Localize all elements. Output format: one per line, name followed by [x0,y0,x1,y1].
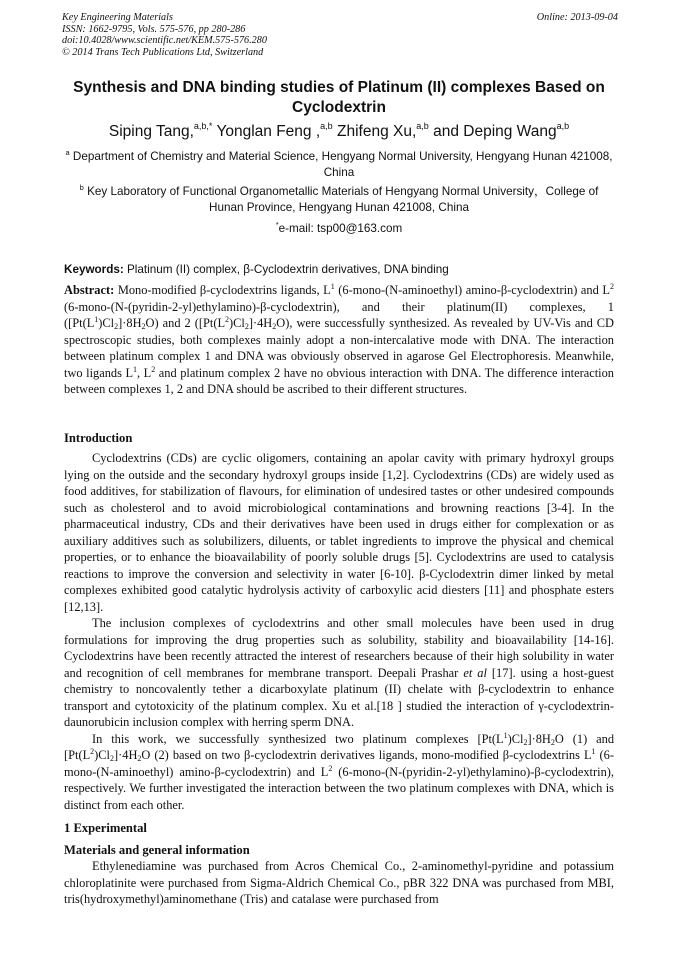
affiliation-text: Department of Chemistry and Material Science, Hengyang Normal University, Hengyang Hunan 421008, China [72,150,613,179]
affiliation-mark: b [79,183,84,192]
abstract [64,282,614,398]
abstract-text: O), were successfully synthesized. As revealed by UV-Vis and CD spectroscopic studies, both complexes mainly adopt a non-intercalative mode with DNA. The interaction between platinum complex 1 and DNA was obviously observed in agarose Gel Electrophoresis. Meanwhile, two ligands L [64,316,614,380]
abstract-text: Mono-modified β-cyclodextrins ligands, L [117,283,331,297]
issn-line: ISSN: 1662-9795, Vols. 575-576, pp 280-286 [62,23,246,35]
section-heading-introduction: Introduction [64,431,133,445]
abstract-text: ]·8H [118,316,142,330]
abstract-text: )Cl [229,316,245,330]
subscript: 2 [272,322,277,331]
paragraph-text: In this work, we successfully synthesized two platinum complexes [Pt(L [92,731,504,746]
abstract-text: O) and 2 ([Pt(L [145,316,226,330]
paragraph-text: ]·8H [527,731,551,746]
keywords [64,262,614,277]
author-name: and Deping Wang [433,123,557,140]
superscript: 2 [90,747,95,756]
paragraph [64,615,614,731]
subscript: 2 [114,322,119,331]
author-affil-mark: a,b [416,121,429,131]
paragraph-text: )Cl [94,748,110,762]
author-list [20,122,658,142]
superscript: 2 [609,282,614,291]
paragraph-text: [17]. using a host-guest chemistry to noncovalently tether a dicarboxylate platinum (II) chelate with β-cyclodextrin to enhance transport and cytotoxicity of the platinum complex. Xu et al.[18 ] studied the interaction of γ-cyclodextrin-daunorubicin inclusion complex with herring sperm DNA. [64,665,614,729]
paragraph-text: (6-mono-(N-(pyridin-2-yl)ethylamino)-β-cyclodextrin), respectively. We further investigated the interaction between the two platinum complexes with DNA, which is distinct from each other. [64,764,614,812]
author-affil-mark: a,b [320,121,333,131]
abstract-text: (6-mono-(N-(pyridin-2-yl)ethylamino)-β-cyclodextrin), and their platinum(II) complexes, 1 ([Pt(L [64,299,614,330]
paragraph-text: O (1) and [Pt(L [64,731,615,762]
subscript: 2 [244,322,249,331]
superscript: 1 [330,282,335,291]
superscript: 1 [591,747,596,756]
affiliation-b [64,184,614,215]
email-link[interactable]: e-mail: tsp00@163.com [278,222,403,235]
abstract-text: ]·4H [248,316,273,330]
journal-header [62,12,618,58]
subscript: 2 [110,754,114,763]
copyright-line: © 2014 Trans Tech Publications Ltd, Switzerland [62,46,264,58]
affiliation-a [64,149,614,180]
paragraph [64,731,614,814]
paragraph-text: ]·4H [114,748,138,762]
subscript: 2 [523,737,528,747]
keywords-label: Keywords: [64,263,124,276]
paragraph-text: et al [463,665,487,680]
online-date: Online: 2013-09-04 [536,12,618,23]
abstract-text: , L [137,365,152,380]
paragraph: Cyclodextrins (CDs) are cyclic oligomers, containing an apolar cavity with primary hydroxyl groups lying on the outside and the secondary hydroxyl groups inside [1,2]. Cyclodextrins (CDs) are widely used as food additives, for stabilization of flavours, for elimination of undesired tastes or other undesired compounds such as cholesterol and to avoid microbiological contaminations and browning reactions [3-4]. In the pharmaceutical industry, CDs and their derivatives have been used in drugs either for complexation or as auxiliary additives such as solubilizers, diluents, or tablet ingredients to improve the physical and chemical properties, or to enhance the bioavailability of poorly soluble drugs [5]. Cyclodextrins are used to catalysis reactions to improve the conversion and selectivity in water [6-10]. β-Cyclodextrin dimer linked by metal complexes exhibited good catalytic hydrolysis activity of carboxylic acid diesters [11] and phosphate esters [12,13]. [64,451,614,614]
author-name: Zhifeng Xu, [336,123,417,140]
experimental-body [64,858,614,908]
superscript: 1 [133,364,138,374]
email-mark: * [275,220,279,229]
superscript: 2 [151,364,156,374]
abstract-text: and platinum complex 2 have no obvious interaction with DNA. The difference interaction between complexes 1, 2 and DNA should be ascribed to their different structures. [64,365,614,396]
paragraph-text: )Cl [507,731,524,746]
subscript: 2 [137,754,142,763]
subscript: 2 [141,322,146,331]
superscript: 2 [328,763,333,773]
abstract-text: )Cl [98,316,115,330]
subsection-heading-materials: Materials and general information [64,843,250,857]
author-affil-mark: a,b,* [193,121,213,131]
paper-title: Synthesis and DNA binding studies of Platinum (II) complexes Based on Cyclodextrin [73,79,605,116]
introduction-body [64,450,614,813]
paragraph-text: O (2) based on two β-cyclodextrin derivatives ligands, mono-modified β-cyclodextrins L [141,748,592,762]
abstract-label: Abstract: [64,283,115,297]
keywords-text: Platinum (II) complex, β-Cyclodextrin derivatives, DNA binding [127,263,449,276]
superscript: 1 [503,730,508,740]
doi-line[interactable]: doi:10.4028/www.scientific.net/KEM.575-576.280 [62,35,267,47]
paragraph: Ethylenediamine was purchased from Acros Chemical Co., 2-aminomethyl-pyridine and potassium chloroplatinite were purchased from Sigma-Aldrich Chemical Co., pBR 322 DNA was purchased from MBI, tris(hydroxymethyl)aminomethane (Tris) and catalase were purchased from [64,859,614,906]
superscript: 1 [94,315,99,324]
author-name: Siping Tang, [108,123,194,140]
author-name: Yonglan Feng , [216,123,321,140]
corresponding-email [64,221,614,237]
paragraph-text: The inclusion complexes of cyclodextrins and other small molecules have been used in drug formulations for improving the drug properties such as solubility, stability and bioavailability [14-16]. Cyclodextrins have been recently attracted the interest of researchers because of their high solubility in water and recognition of cell membranes for membrane transport. Deepali Prashar [64,616,614,680]
journal-name: Key Engineering Materials [62,12,173,23]
abstract-text: (6-mono-(N-aminoethyl) amino-β-cyclodextrin) and L [334,283,610,297]
author-affil-mark: a,b [556,121,570,131]
subscript: 2 [550,737,555,747]
paragraph-text: (6-mono-(N-aminoethyl) amino-β-cyclodextrin) and L [64,748,614,779]
superscript: 2 [225,315,230,324]
affiliation-mark: a [65,148,70,157]
affiliation-text: Key Laboratory of Functional Organometallic Materials of Hengyang Normal University，College of Hunan Province, Hengyang Hunan 421008, China [87,185,599,214]
section-heading-experimental: 1 Experimental [64,821,147,835]
